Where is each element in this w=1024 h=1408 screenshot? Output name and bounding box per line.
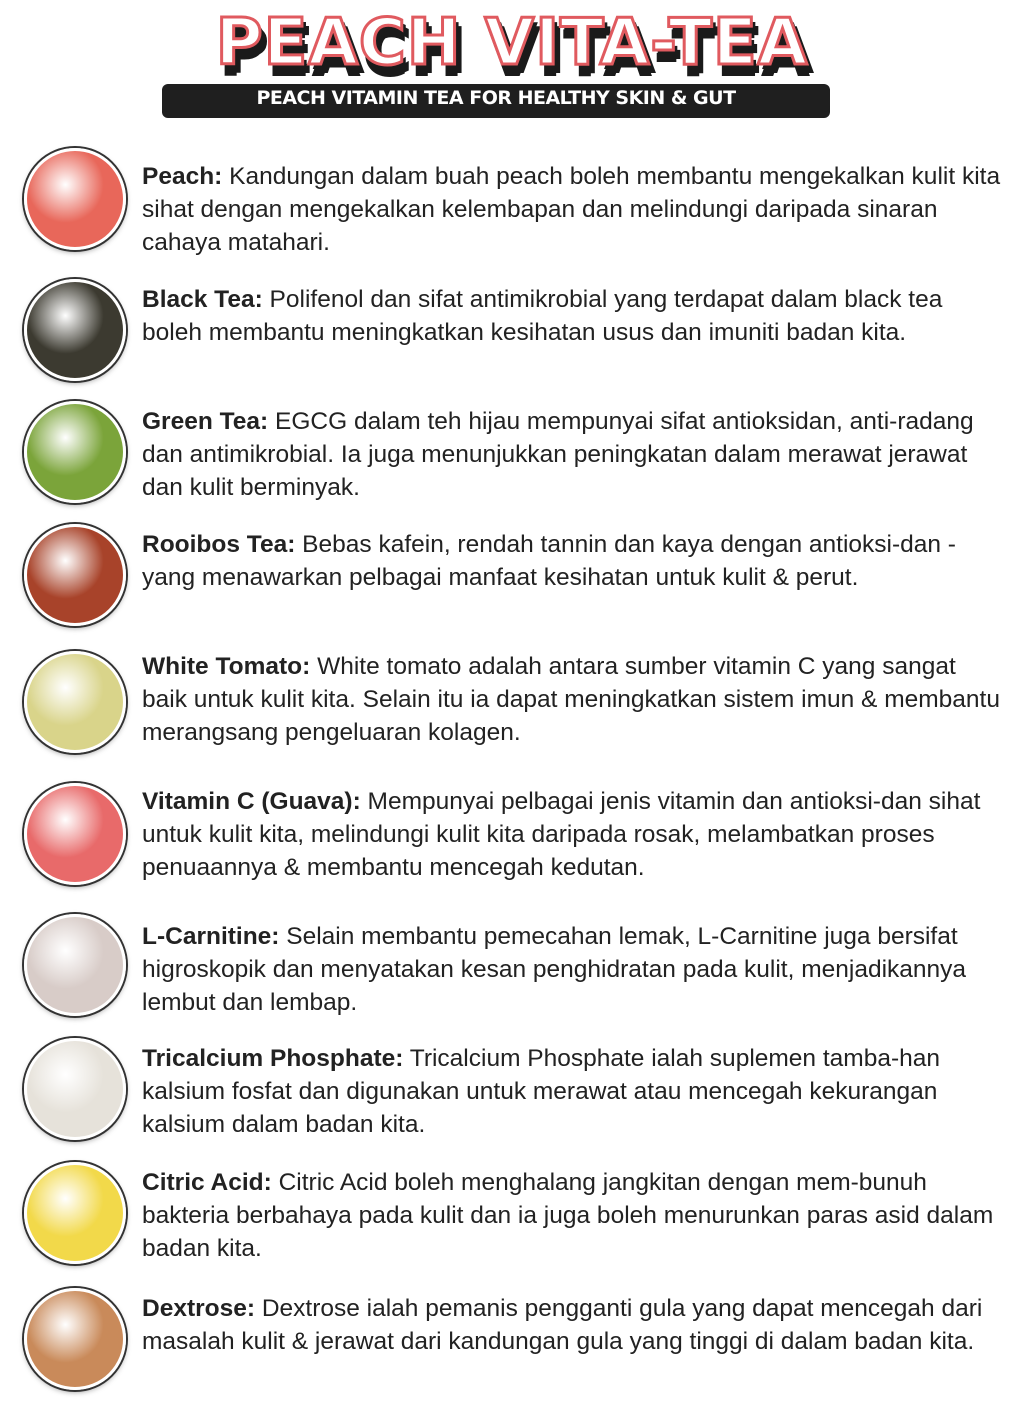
ingredient-description xyxy=(142,1292,1002,1358)
black-tea-icon xyxy=(24,279,126,381)
page-title: PEACH VITA-TEA xyxy=(215,6,809,80)
ingredient-text: Polifenol dan sifat antimikrobial yang terdapat dalam black tea boleh membantu meningkatkan kesihatan usus dan imuniti badan kita. xyxy=(142,286,943,346)
ingredient-name: Rooibos Tea: xyxy=(142,531,296,558)
ingredient-description xyxy=(142,160,1002,259)
peach-icon xyxy=(24,148,126,250)
ingredient-name: Tricalcium Phosphate: xyxy=(142,1045,404,1072)
ingredient-name: White Tomato: xyxy=(142,653,311,680)
ingredient-name: Dextrose: xyxy=(142,1295,256,1322)
guava-icon xyxy=(24,783,126,885)
ingredient-name: Black Tea: xyxy=(142,286,263,313)
ingredient-description xyxy=(142,920,1002,1019)
ingredient-description xyxy=(142,528,1002,594)
ingredient-text: Kandungan dalam buah peach boleh membantu mengekalkan kulit kita sihat dengan mengekalkan kelembapan dan melindungi daripada sinaran cahaya matahari. xyxy=(142,163,1001,256)
rooibos-tea-icon xyxy=(24,524,126,626)
ingredient-name: Vitamin C (Guava): xyxy=(142,788,361,815)
ingredient-text: Tricalcium Phosphate ialah suplemen tamba-han kalsium fosfat dan digunakan untuk merawat atau mencegah kekurangan kalsium dalam badan kita. xyxy=(142,1045,940,1138)
ingredient-description xyxy=(142,405,1002,504)
page-subtitle: PEACH VITAMIN TEA FOR HEALTHY SKIN & GUT xyxy=(162,84,830,112)
ingredient-description xyxy=(142,650,1002,749)
ingredient-description xyxy=(142,1166,1002,1265)
green-tea-icon xyxy=(24,401,126,503)
ingredient-description xyxy=(142,785,1002,884)
ingredient-text: Selain membantu pemecahan lemak, L-Carnitine juga bersifat higroskopik dan menyatakan kesan penghidratan pada kulit, menjadikannya lembut dan lembap. xyxy=(142,923,967,1016)
ingredient-text: Mempunyai pelbagai jenis vitamin dan antioksi-dan sihat untuk kulit kita, melindungi kulit kita daripada rosak, melambatkan proses penuaannya & membantu mencegah kedutan. xyxy=(142,788,981,881)
white-tomato-icon xyxy=(24,651,126,753)
ingredient-text: White tomato adalah antara sumber vitamin C yang sangat baik untuk kulit kita. Selain itu ia dapat meningkatkan sistem imun & membantu merangsang pengeluaran kolagen. xyxy=(142,653,1000,746)
ingredient-text: EGCG dalam teh hijau mempunyai sifat antioksidan, anti-radang dan antimikrobial. Ia juga menunjukkan peningkatan dalam merawat jerawat dan kulit berminyak. xyxy=(142,408,974,501)
ingredient-name: Green Tea: xyxy=(142,408,269,435)
dextrose-bowl-icon xyxy=(24,1288,126,1390)
lemon-slices-icon xyxy=(24,1162,126,1264)
ingredient-description xyxy=(142,1042,1002,1141)
ingredient-name: Peach: xyxy=(142,163,223,190)
ingredient-description xyxy=(142,283,1002,349)
tricalcium-phosphate-icon xyxy=(24,1038,126,1140)
ingredient-name: Citric Acid: xyxy=(142,1169,272,1196)
powder-scoop-icon xyxy=(24,914,126,1016)
ingredient-text: Citric Acid boleh menghalang jangkitan dengan mem-bunuh bakteria berbahaya pada kulit dan ia juga boleh menurunkan paras asid dalam badan kita. xyxy=(142,1169,994,1262)
ingredient-text: Dextrose ialah pemanis pengganti gula yang dapat mencegah dari masalah kulit & jerawat dari kandungan gula yang tinggi di dalam badan kita. xyxy=(142,1295,983,1355)
ingredient-name: L-Carnitine: xyxy=(142,923,280,950)
ingredient-text: Bebas kafein, rendah tannin dan kaya dengan antioksi-dan - yang menawarkan pelbagai manfaat kesihatan untuk kulit & perut. xyxy=(142,531,956,591)
